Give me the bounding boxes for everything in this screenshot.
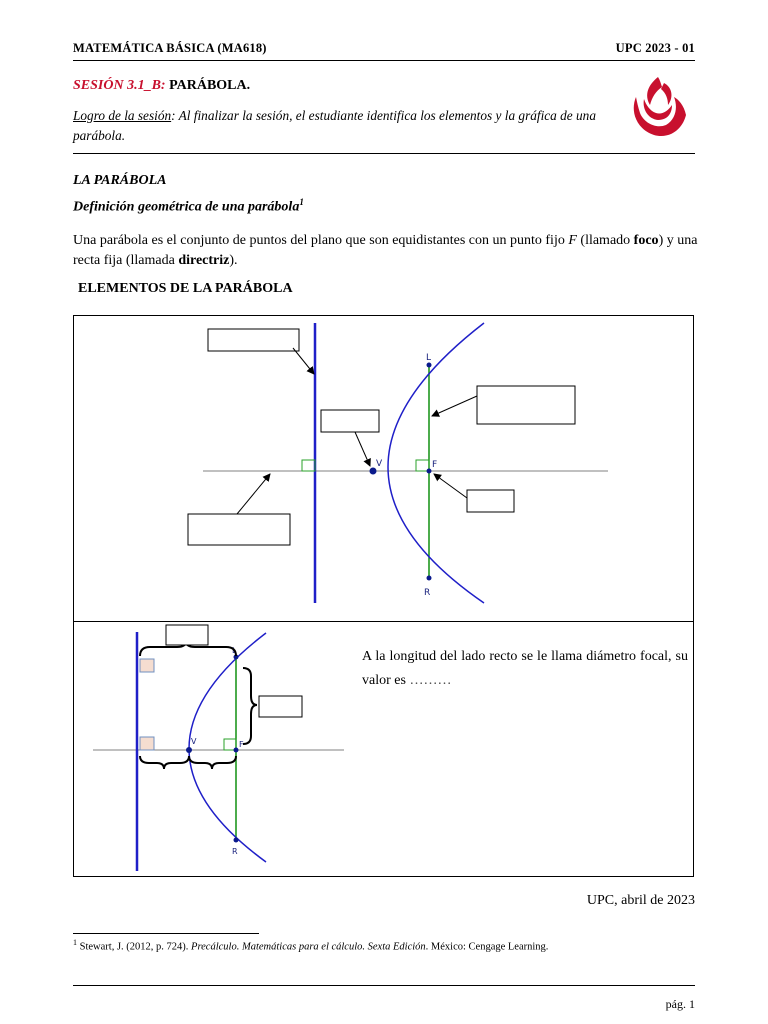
label-v: V [376,459,383,469]
footnote-ref[interactable]: 1 [299,197,304,207]
bottom-brace-right [189,756,236,769]
session-title [73,78,250,94]
footer-rule [73,985,695,986]
pointer-arrow [432,396,477,416]
point-r [427,576,432,581]
footnote-rule [73,933,259,934]
right-angle-mark [416,460,429,471]
footnote-number: 1 [73,938,77,947]
blank-box-lado-recto[interactable] [477,386,575,424]
definition-paragraph [73,231,699,271]
upc-logo [628,75,688,141]
footnote-publisher: . México: Cengage Learning. [425,941,549,953]
focus-variable: F [568,233,577,248]
term-foco: foco [633,233,659,248]
definition-text: (llamado [576,233,634,248]
answer-blank[interactable]: ……… [409,673,452,688]
footnote [73,938,548,953]
focus-point [427,469,432,474]
blank-box-foco[interactable] [467,490,514,512]
session-goal [73,106,613,146]
vertex-point [186,747,192,753]
blank-box-focal-width[interactable] [166,625,208,645]
focal-text-body: A la longitud del lado recto se le llama diámetro focal, su valor es [362,649,688,688]
definition-title [73,197,304,216]
term-directriz: directriz [178,253,230,268]
blank-box-half-width[interactable] [259,696,302,717]
focus-point [234,748,239,753]
document-date: UPC, abril de 2023 [586,893,695,908]
goal-label: Logro de la sesión [73,108,172,123]
right-angle-mark [140,659,154,672]
focal-diameter-text [362,645,688,693]
header-rule [73,60,695,61]
label-l: L [232,646,237,655]
title-rule [73,153,695,154]
parabola-curve [189,633,266,862]
footnote-author: Stewart, J. (2012, p. 724). [77,941,192,953]
header-term: UPC 2023 - 01 [615,41,695,55]
label-l: L [426,353,432,363]
header-course: MATEMÁTICA BÁSICA (MA618) [73,41,267,55]
right-angle-mark [140,737,154,750]
label-f: F [239,740,244,749]
label-v: V [191,737,197,746]
definition-text: Una parábola es el conjunto de puntos del plano que son equidistantes con un punto fijo [73,233,569,248]
session-label: SESIÓN 3.1_B: [73,78,166,93]
parabola-elements-figure [73,315,694,877]
bottom-brace-left [140,756,189,769]
page-number: pág. 1 [665,997,695,1011]
session-name: PARÁBOLA. [169,78,251,93]
definition-text: ) y una recta fija (llamada [73,233,698,268]
definition-text: ). [229,253,238,268]
label-r: R [424,588,431,598]
label-f: F [432,460,438,470]
point-r [234,838,239,843]
goal-text: : Al finalizar la sesión, el estudiante identifica los elementos y la gráfica de una parábola. [73,108,596,143]
pointer-arrow [434,474,467,498]
right-brace [243,668,257,744]
label-r: R [232,847,238,856]
definition-title-text: Definición geométrica de una parábola [73,199,300,215]
point-l [427,363,432,368]
elements-title: ELEMENTOS DE LA PARÁBOLA [78,281,293,296]
footnote-title: Precálculo. Matemáticas para el cálculo. Sexta Edición [191,941,426,953]
section-title: LA PARÁBOLA [73,173,167,188]
focal-diameter-diagram [74,316,374,878]
